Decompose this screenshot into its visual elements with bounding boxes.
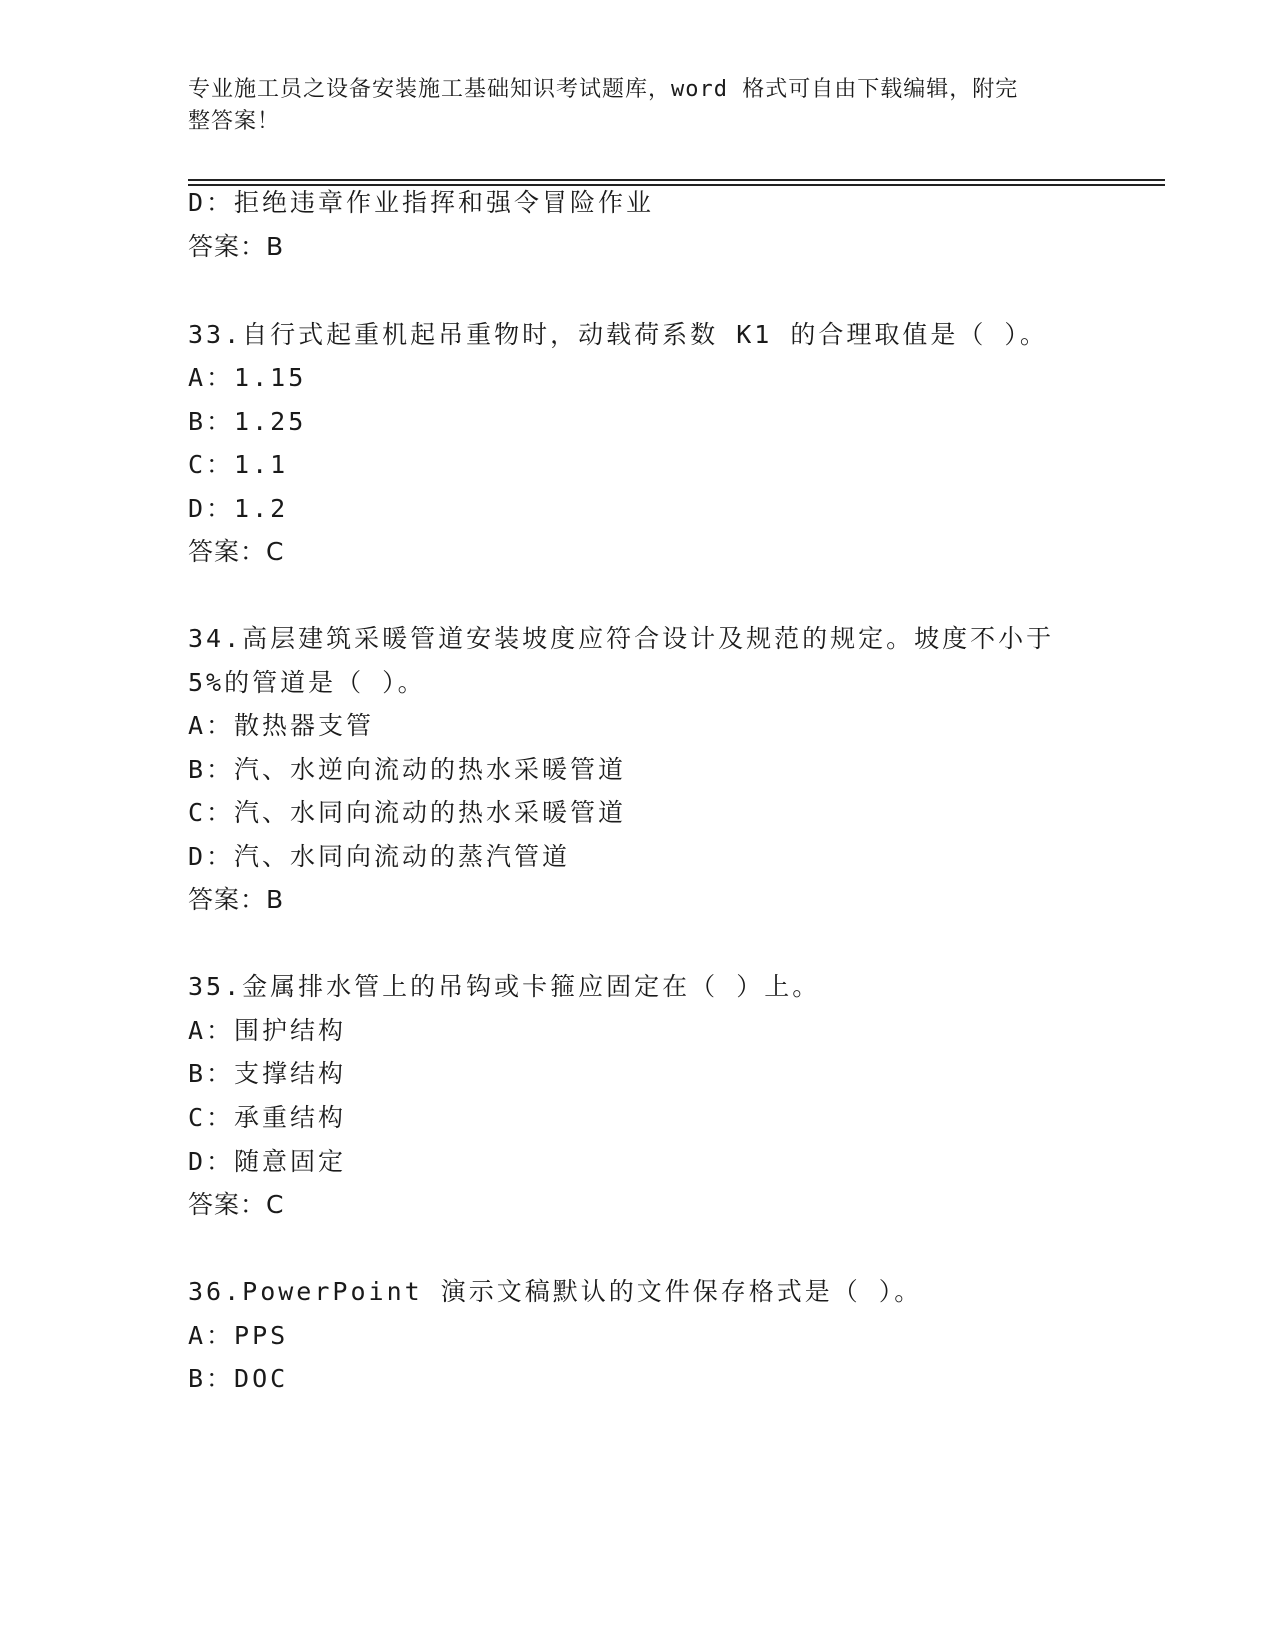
q35-option-d: D：随意固定 (188, 1147, 347, 1176)
q34-option-d: D：汽、水同向流动的蒸汽管道 (188, 842, 571, 871)
header-line-2: 整答案！ (188, 109, 281, 134)
q33-stem: 33.自行式起重机起吊重物时，动载荷系数 K1 的合理取值是（ ）。 (188, 320, 1048, 349)
q36-stem: 36.PowerPoint 演示文稿默认的文件保存格式是（ ）。 (188, 1277, 923, 1306)
q36-option-b: B：DOC (188, 1364, 289, 1393)
q36-option-a: A：PPS (188, 1321, 289, 1350)
q33-option-c: C：1.1 (188, 450, 289, 479)
q33-option-d: D：1.2 (188, 494, 289, 523)
q34-stem-line-2: 5%的管道是（ ）。 (188, 668, 426, 697)
q33-option-b: B：1.25 (188, 407, 307, 436)
q33-option-a: A：1.15 (188, 363, 307, 392)
q33-answer: 答案：C (188, 537, 285, 566)
q35-answer: 答案：C (188, 1190, 285, 1219)
header-line-1: 专业施工员之设备安装施工基础知识考试题库，word 格式可自由下载编辑，附完 (188, 77, 1019, 102)
q35-option-a: A：围护结构 (188, 1016, 347, 1045)
document-header (188, 74, 1068, 138)
header-divider-top (188, 179, 1165, 181)
q35-stem: 35.金属排水管上的吊钩或卡箍应固定在（ ）上。 (188, 972, 821, 1001)
q34-option-a: A：散热器支管 (188, 711, 375, 740)
q35-option-c: C：承重结构 (188, 1103, 347, 1132)
prev-option-d: D：拒绝违章作业指挥和强令冒险作业 (188, 188, 655, 217)
q34-option-b: B：汽、水逆向流动的热水采暖管道 (188, 755, 627, 784)
q35-option-b: B：支撑结构 (188, 1059, 347, 1088)
prev-answer: 答案：B (188, 232, 285, 261)
q34-stem-line-1: 34.高层建筑采暖管道安装坡度应符合设计及规范的规定。坡度不小于 (188, 624, 1055, 653)
q34-answer: 答案：B (188, 885, 285, 914)
q34-option-c: C：汽、水同向流动的热水采暖管道 (188, 798, 627, 827)
